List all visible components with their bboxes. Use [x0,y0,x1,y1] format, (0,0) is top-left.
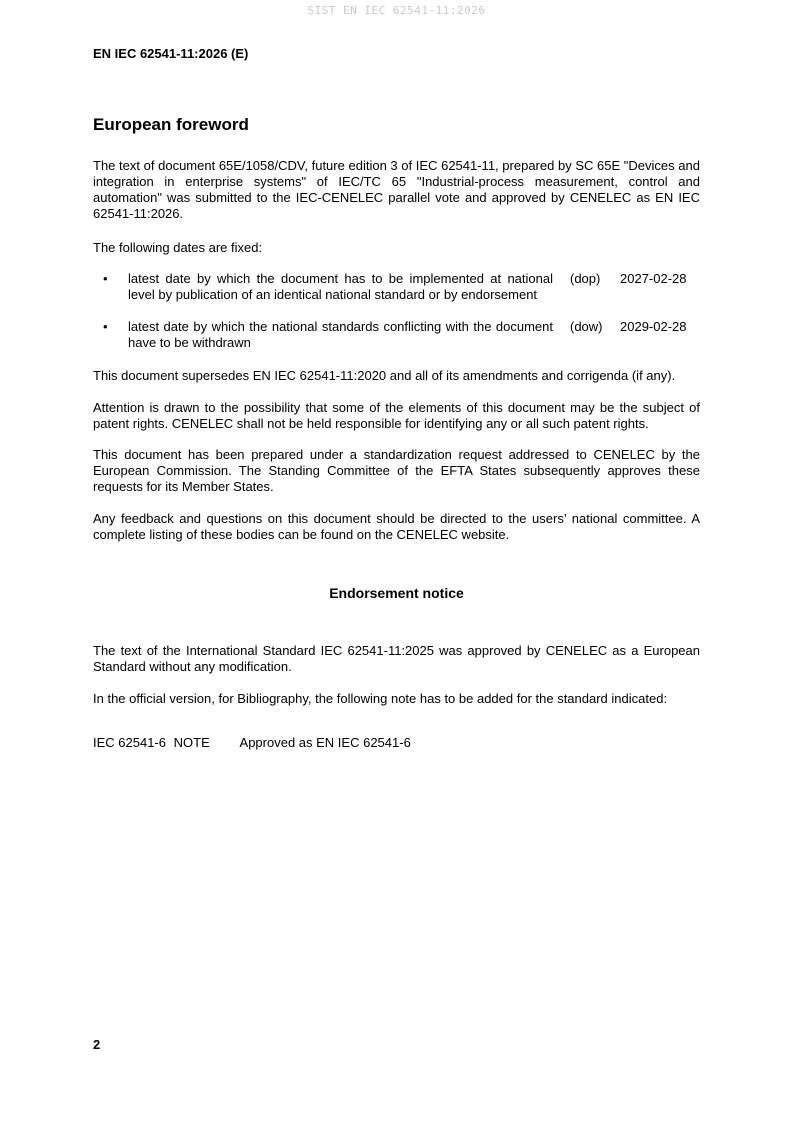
endorsement-approved-paragraph: The text of the International Standard IEC 62541-11:2025 was approved by CENELEC as a European Standard without any modification. [93,643,700,674]
date-item-date: 2029-02-28 [620,319,687,334]
date-item-date: 2027-02-28 [620,271,687,286]
dates-intro-paragraph: The following dates are fixed: [93,240,263,255]
note-label: NOTE [173,735,210,750]
supersedes-paragraph: This document supersedes EN IEC 62541-11:2020 and all of its amendments and corrigenda (if any). [93,368,676,383]
date-item-text: latest date by which the document has to be implemented at national level by publication of an identical national standard or by endorsement [128,271,553,302]
date-item-dop [93,271,700,303]
note-standard-ref: IEC 62541-6 [93,735,166,750]
endorsement-heading: Endorsement notice [329,585,464,601]
foreword-intro-paragraph: The text of document 65E/1058/CDV, future edition 3 of IEC 62541-11, prepared by SC 65E "Devices and integration in enterprise systems" of IEC/TC 65 "Industrial-process measurement, control and automation" was submitted to the IEC-CENELEC parallel vote and approved by CENELEC as EN IEC 62541-11:2026. [93,158,700,221]
page-content [93,0,700,751]
date-item-label: (dow) [570,319,603,334]
date-item-dow [93,319,700,351]
date-item-label: (dop) [570,271,601,286]
page-number: 2 [93,1037,101,1052]
bibliography-note-row [93,735,700,751]
bullet-icon: • [103,271,108,286]
foreword-heading: European foreword [93,115,249,134]
bullet-icon: • [103,319,108,334]
patent-rights-paragraph: Attention is drawn to the possibility that some of the elements of this document may be the subject of patent rights. CENELEC shall not be held responsible for identifying any or all such patent rights. [93,400,700,431]
endorsement-bibliography-paragraph: In the official version, for Bibliography, the following note has to be added for the standard indicated: [93,691,668,706]
note-text: Approved as EN IEC 62541-6 [239,735,411,750]
document-reference: EN IEC 62541-11:2026 (E) [93,46,249,61]
date-item-text: latest date by which the national standards conflicting with the document have to be withdrawn [128,319,553,350]
standardization-request-paragraph: This document has been prepared under a standardization request addressed to CENELEC by the European Commission. The Standing Committee of the EFTA States subsequently approves these requests for its Member States. [93,447,700,494]
watermark-text: SIST EN IEC 62541-11:2026 [307,4,486,17]
feedback-paragraph: Any feedback and questions on this document should be directed to the users’ national committee. A complete listing of these bodies can be found on the CENELEC website. [93,511,700,542]
